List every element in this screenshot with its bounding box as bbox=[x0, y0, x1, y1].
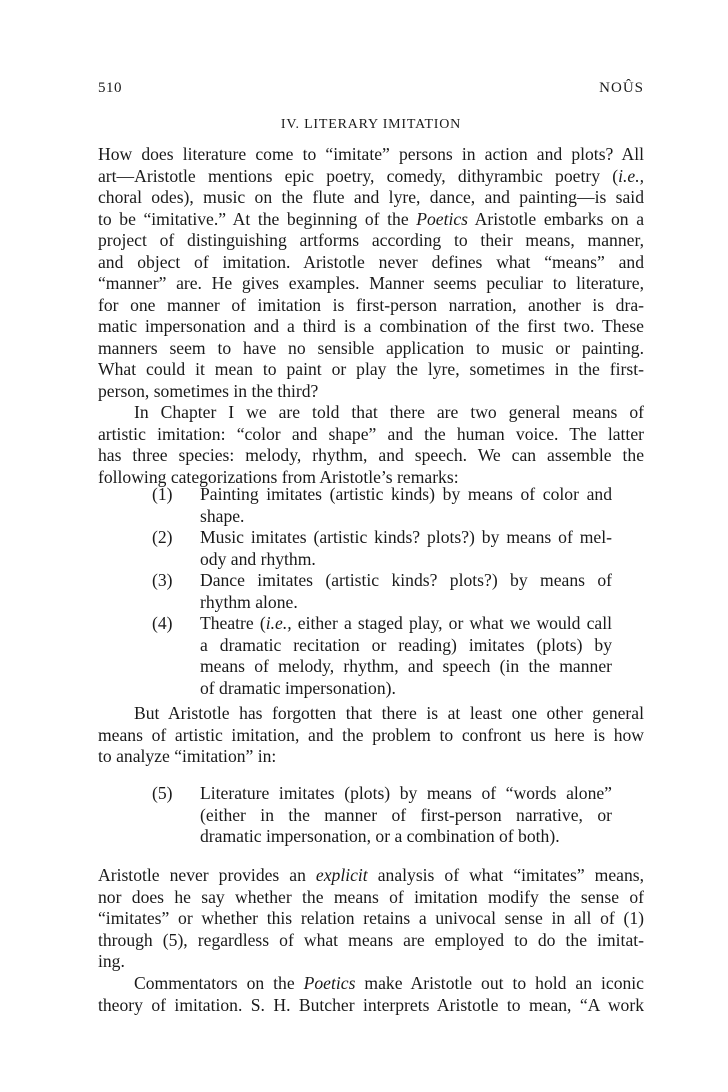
text-line: means of artistic imitation, and the problem to confront us here is how bbox=[98, 724, 644, 745]
text-line: and object of imitation. Aristotle never defines what “means” and bbox=[98, 251, 644, 272]
text-line: has three species: melody, rhythm, and speech. We can assemble the bbox=[98, 445, 644, 465]
italic-explicit: explicit bbox=[315, 865, 368, 885]
text-line: ing. bbox=[98, 951, 125, 971]
text-line: Aristotle never provides an explicit analysis of what “imitates” means, bbox=[98, 865, 644, 885]
paragraph-1 bbox=[98, 144, 644, 402]
text-line: means of melody, rhythm, and speech (in the manner bbox=[200, 656, 612, 676]
text-line: But Aristotle has forgotten that there is at least one other general bbox=[134, 703, 644, 723]
text-line: Painting imitates (artistic kinds) by means of color and bbox=[200, 484, 612, 504]
text-fragment: art—Aristotle mentions epic poetry, comedy, dithyrambic poetry ( bbox=[98, 165, 619, 186]
list-number: (2) bbox=[152, 527, 173, 547]
list-number: (4) bbox=[152, 613, 173, 633]
text-line: a dramatic recitation or reading) imitates (plots) by bbox=[200, 634, 612, 655]
text-line: project of distinguishing artforms according to their means, manner, bbox=[98, 230, 644, 250]
text-line: Theatre (i.e., either a staged play, or what we would call bbox=[200, 613, 612, 633]
text-line bbox=[98, 166, 644, 188]
text-line: “imitates” or whether this relation retains a univocal sense in all of (1) bbox=[98, 908, 644, 928]
list-item-5 bbox=[152, 783, 612, 848]
text-line: How does literature come to “imitate” persons in action and plots? All bbox=[98, 144, 644, 164]
text-line: shape. bbox=[200, 505, 245, 526]
text-line: of dramatic impersonation). bbox=[200, 677, 396, 698]
list-item-3 bbox=[152, 570, 612, 613]
list-number: (1) bbox=[152, 484, 173, 504]
text-line: Commentators on the Poetics make Aristotle out to hold an iconic bbox=[134, 973, 644, 993]
paragraph-5 bbox=[98, 973, 644, 1016]
page-number: 510 bbox=[98, 80, 122, 96]
text-line: choral odes), music on the flute and lyre, dance, and painting—is said bbox=[98, 187, 644, 207]
italic-poetics: Poetics bbox=[416, 208, 469, 229]
text-line: dramatic impersonation, or a combination of both). bbox=[200, 826, 560, 846]
journal-name: NOÛS bbox=[599, 80, 644, 96]
text-line: In Chapter I we are told that there are two general means of bbox=[134, 402, 644, 422]
paragraph-3 bbox=[98, 703, 644, 768]
paragraph-4 bbox=[98, 865, 644, 973]
section-title: IV. LITERARY IMITATION bbox=[280, 117, 462, 132]
list-number: (5) bbox=[152, 783, 173, 803]
text-line: artistic imitation: “color and shape” and the human voice. The latter bbox=[98, 423, 644, 444]
text-line: What could it mean to paint or play the lyre, sometimes in the first- bbox=[98, 359, 644, 379]
italic-poetics: Poetics bbox=[303, 973, 356, 993]
text-line: manners seem to have no sensible application to music or painting. bbox=[98, 337, 644, 358]
text-line: nor does he say whether the means of imitation modify the sense of bbox=[98, 886, 644, 907]
text-line: for one manner of imitation is first-person narration, another is dra- bbox=[98, 294, 644, 315]
categorization-list bbox=[152, 484, 612, 699]
italic-ie: i.e., bbox=[265, 613, 292, 633]
text-line: Music imitates (artistic kinds? plots?) by means of mel- bbox=[200, 527, 612, 547]
list-number: (3) bbox=[152, 570, 173, 590]
text-line: matic impersonation and a third is a combination of the first two. These bbox=[98, 316, 644, 336]
list-item-4 bbox=[152, 613, 612, 699]
text-line: through (5), regardless of what means are employed to do the imitat- bbox=[98, 929, 644, 950]
text-line: following categorizations from Aristotle’s remarks: bbox=[98, 466, 459, 487]
italic-ie: i.e., bbox=[618, 165, 644, 186]
list-item-2 bbox=[152, 527, 612, 570]
literature-list bbox=[152, 783, 612, 848]
text-line: to be “imitative.” At the beginning of the Poetics Aristotle embarks on a bbox=[98, 208, 645, 229]
text-line: Literature imitates (plots) by means of “words alone” bbox=[200, 783, 612, 803]
text-line: (either in the manner of first-person narrative, or bbox=[200, 804, 612, 825]
text-line: “manner” are. He gives examples. Manner seems peculiar to literature, bbox=[98, 273, 644, 293]
text-line: Dance imitates (artistic kinds? plots?) by means of bbox=[200, 570, 612, 590]
text-line: person, sometimes in the third? bbox=[98, 380, 319, 401]
text-line: ody and rhythm. bbox=[200, 548, 316, 569]
running-head bbox=[98, 80, 644, 102]
list-item-1 bbox=[152, 484, 612, 527]
text-line: theory of imitation. S. H. Butcher interprets Aristotle to mean, “A work bbox=[98, 994, 644, 1015]
text-line: rhythm alone. bbox=[200, 591, 298, 612]
text-line: to analyze “imitation” in: bbox=[98, 746, 277, 766]
paragraph-2 bbox=[98, 402, 644, 488]
